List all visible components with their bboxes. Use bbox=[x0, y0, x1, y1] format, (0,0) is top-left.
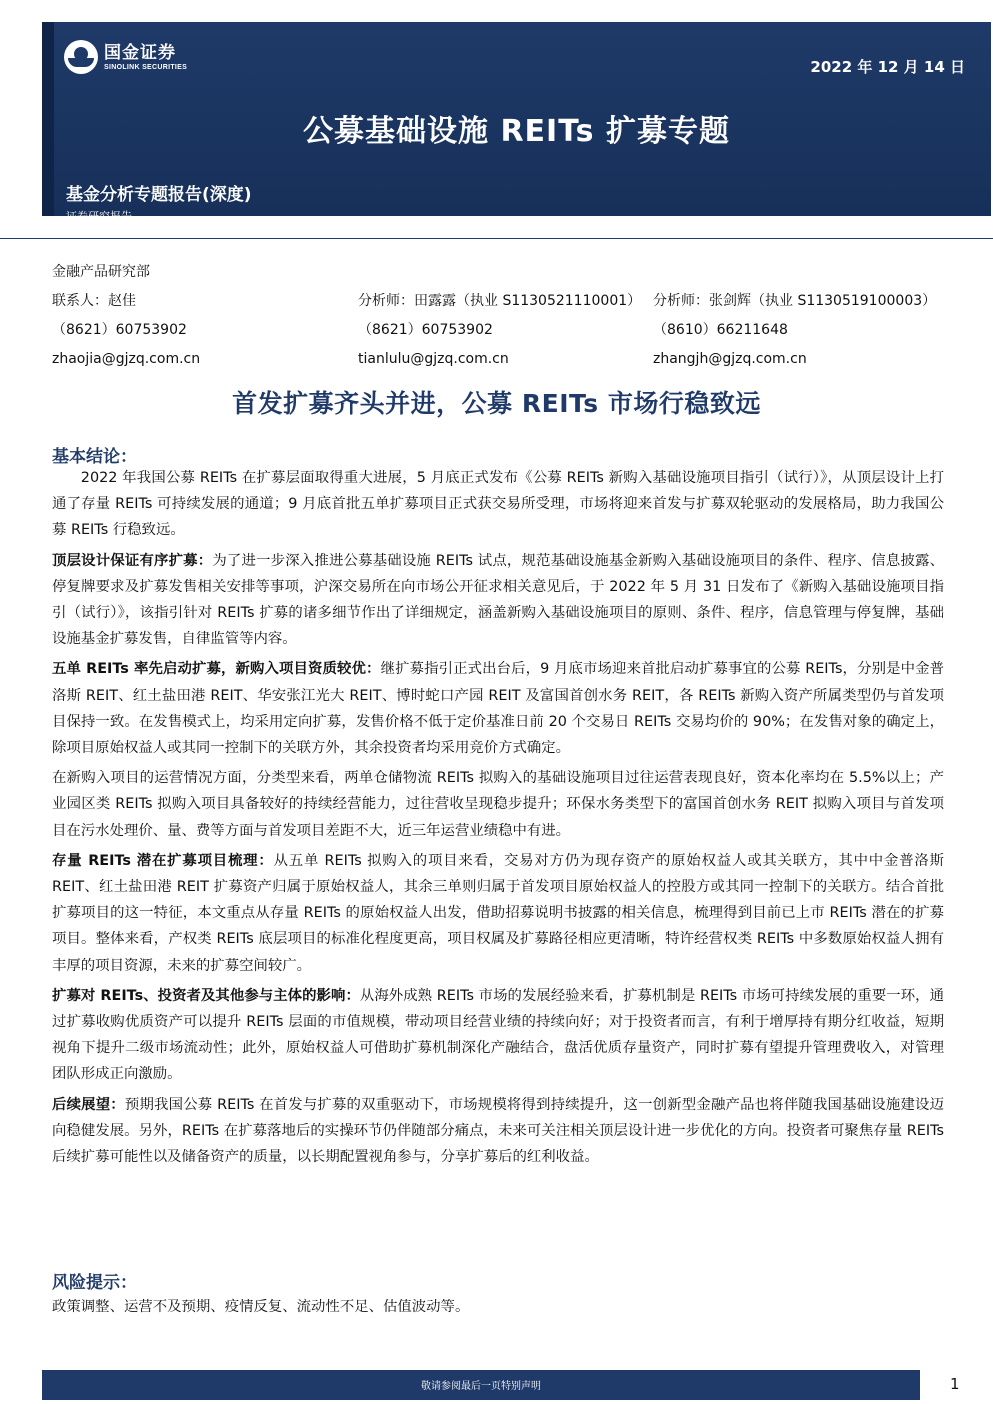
summary-body bbox=[52, 465, 944, 1174]
logo-cn: 国金证券 bbox=[104, 42, 176, 63]
contact-phone: （8621）60753902 bbox=[52, 322, 187, 338]
paragraph bbox=[52, 983, 944, 1088]
analyst-phone: （8621）60753902 bbox=[358, 322, 493, 338]
paragraph-lead: 顶层设计保证有序扩募： bbox=[52, 552, 213, 569]
paragraph bbox=[52, 848, 944, 979]
paragraph-text: 从五单 REITs 拟购入的项目来看，交易对方仍为现存资产的原始权益人或其关联方，其中中金普洛斯 REIT、红土盐田港 REIT 扩募资产归属于原始权益人，其余三单则归属于首发项目原始权益人的控股方或其同一控制下的关联方。结合首批扩募项目的这一特征，本文重点从存量 REITs 的原始权益人出发，借助招募说明书披露的相关信息，梳理得到目前已上市 REITs 潜在的扩募项目。整体来看，产权类 REITs 底层项目的标准化程度更高，项目权属及扩募路径相应更清晰，特许经营权类 REITs 中多数原始权益人拥有丰厚的项目资源，未来的扩募空间较广。 bbox=[52, 852, 944, 974]
report-subtitle: 基金分析专题报告(深度) bbox=[66, 185, 252, 205]
analyst-name: 分析师：张剑辉（执业 S1130519100003） bbox=[653, 293, 937, 309]
report-banner bbox=[42, 22, 991, 223]
contact-column-2 bbox=[358, 258, 641, 374]
spacer bbox=[358, 258, 641, 287]
paragraph-text: 预期我国公募 REITs 在首发与扩募的双重驱动下，市场规模将得到持续提升，这一创新型金融产品也将伴随我国基础设施建设迈向稳健发展。另外，REITs 在扩募落地后的实操环节仍伴随部分痛点，未来可关注相关顶层设计进一步优化的方向。投资者可聚焦存量 REITs 后续扩募可能性以及储备资产的质量，以长期配置视角参与，分享扩募后的红利收益。 bbox=[52, 1096, 944, 1166]
report-title: 公募基础设施 REITs 扩募专题 bbox=[303, 114, 730, 149]
paragraph-lead: 存量 REITs 潜在扩募项目梳理： bbox=[52, 852, 274, 869]
analyst-name: 分析师：田露露（执业 S1130521110001） bbox=[358, 293, 642, 309]
sinolink-logo-icon bbox=[64, 40, 98, 74]
analyst-email[interactable]: zhangjh@gjzq.com.cn bbox=[653, 351, 807, 367]
section-title-risk: 风险提示： bbox=[52, 1273, 137, 1293]
footer-bar bbox=[42, 1370, 920, 1400]
paragraph: 2022 年我国公募 REITs 在扩募层面取得重大进展，5 月底正式发布《公募 REITs 新购入基础设施项目指引（试行）》，从顶层设计上打通了存量 REITs 可持续发展的通道；9 月底首批五单扩募项目正式获交易所受理，市场将迎来首发与扩募双轮驱动的发展格局，助力我国公募 REITs 行稳致远。 bbox=[52, 470, 944, 539]
page-number: 1 bbox=[950, 1375, 960, 1393]
paragraph-text: 继扩募指引正式出台后，9 月底市场迎来首批启动扩募事宜的公募 REITs，分别是中金普洛斯 REIT、红土盐田港 REIT、华安张江光大 REIT、博时蛇口产园 REIT 及富国首创水务 REIT，各 REITs 新购入资产所属类型仍与首发项目保持一致。在发售模式上，均采用定向扩募，发售价格不低于定价基准日前 20 个交易日 REITs 交易均价的 90%；在发售对象的确定上，除项目原始权益人或其同一控制下的关联方外，其余投资者均采用竞价方式确定。 bbox=[52, 661, 944, 757]
department: 金融产品研究部 bbox=[52, 264, 150, 280]
paragraph: 在新购入项目的运营情况方面，分类型来看，两单仓储物流 REITs 拟购入的基础设施项目过往运营表现良好，资本化率均在 5.5%以上；产业园区类 REITs 拟购入项目具备较好的持续经营能力，过往营收呈现稳步提升；环保水务类型下的富国首创水务 REIT 拟购入项目与首发项目在污水处理价、量、费等方面与首发项目差距不大，近三年运营业绩稳中有进。 bbox=[52, 770, 944, 839]
header-rule bbox=[0, 238, 993, 239]
risk-text: 政策调整、运营不及预期、疫情反复、流动性不足、估值波动等。 bbox=[52, 1299, 470, 1315]
headline: 首发扩募齐头并进，公募 REITs 市场行稳致远 bbox=[232, 389, 761, 418]
paragraph-lead: 后续展望： bbox=[52, 1096, 125, 1113]
disclaimer-note: 敬请参阅最后一页特别声明 bbox=[421, 1381, 541, 1392]
section-title-basic: 基本结论： bbox=[52, 447, 137, 467]
paragraph bbox=[52, 548, 944, 653]
contact-column-1 bbox=[52, 258, 200, 374]
paragraph-text: 为了进一步深入推进公募基础设施 REITs 试点，规范基础设施基金新购入基础设施项目的条件、程序、信息披露、停复牌要求及扩募发售相关安排等事项，沪深交易所在向市场公开征求相关意见后，于 2022 年 5 月 31 日发布了《新购入基础设施项目指引（试行）》，该指引针对 REITs 扩募的诸多细节作出了详细规定，涵盖新购入基础设施项目的原则、条件、程序，信息管理与停复牌，基础设施基金扩募发售，自律监管等内容。 bbox=[52, 552, 944, 648]
paragraph-lead: 扩募对 REITs、投资者及其他参与主体的影响： bbox=[52, 987, 360, 1004]
paragraph bbox=[52, 1092, 944, 1171]
spacer bbox=[653, 258, 936, 287]
report-label: 证券研究报告 bbox=[66, 210, 132, 223]
analyst-phone: （8610）66211648 bbox=[653, 322, 788, 338]
report-date: 2022 年 12 月 14 日 bbox=[810, 58, 965, 76]
contact-email[interactable]: zhaojia@gjzq.com.cn bbox=[52, 351, 201, 367]
analyst-email[interactable]: tianlulu@gjzq.com.cn bbox=[358, 351, 509, 367]
company-logo bbox=[64, 40, 187, 74]
paragraph bbox=[52, 656, 944, 761]
paragraph-lead: 五单 REITs 率先启动扩募，新购入项目资质较优： bbox=[52, 661, 381, 678]
logo-text bbox=[104, 43, 187, 72]
logo-en: SINOLINK SECURITIES bbox=[104, 63, 188, 71]
contact-name: 联系人：赵佳 bbox=[52, 293, 136, 309]
paragraph-text: 从海外成熟 REITs 市场的发展经验来看，扩募机制是 REITs 市场可持续发展的重要一环，通过扩募收购优质资产可以提升 REITs 层面的市值规模，带动项目经营业绩的持续向好；对于投资者而言，有利于增厚持有期分红收益，短期视角下提升二级市场流动性；此外，原始权益人可借助扩募机制深化产融结合，盘活优质存量资产，同时扩募有望提升管理费收入，对管理团队形成正向激励。 bbox=[52, 987, 945, 1083]
contact-column-3 bbox=[653, 258, 936, 374]
